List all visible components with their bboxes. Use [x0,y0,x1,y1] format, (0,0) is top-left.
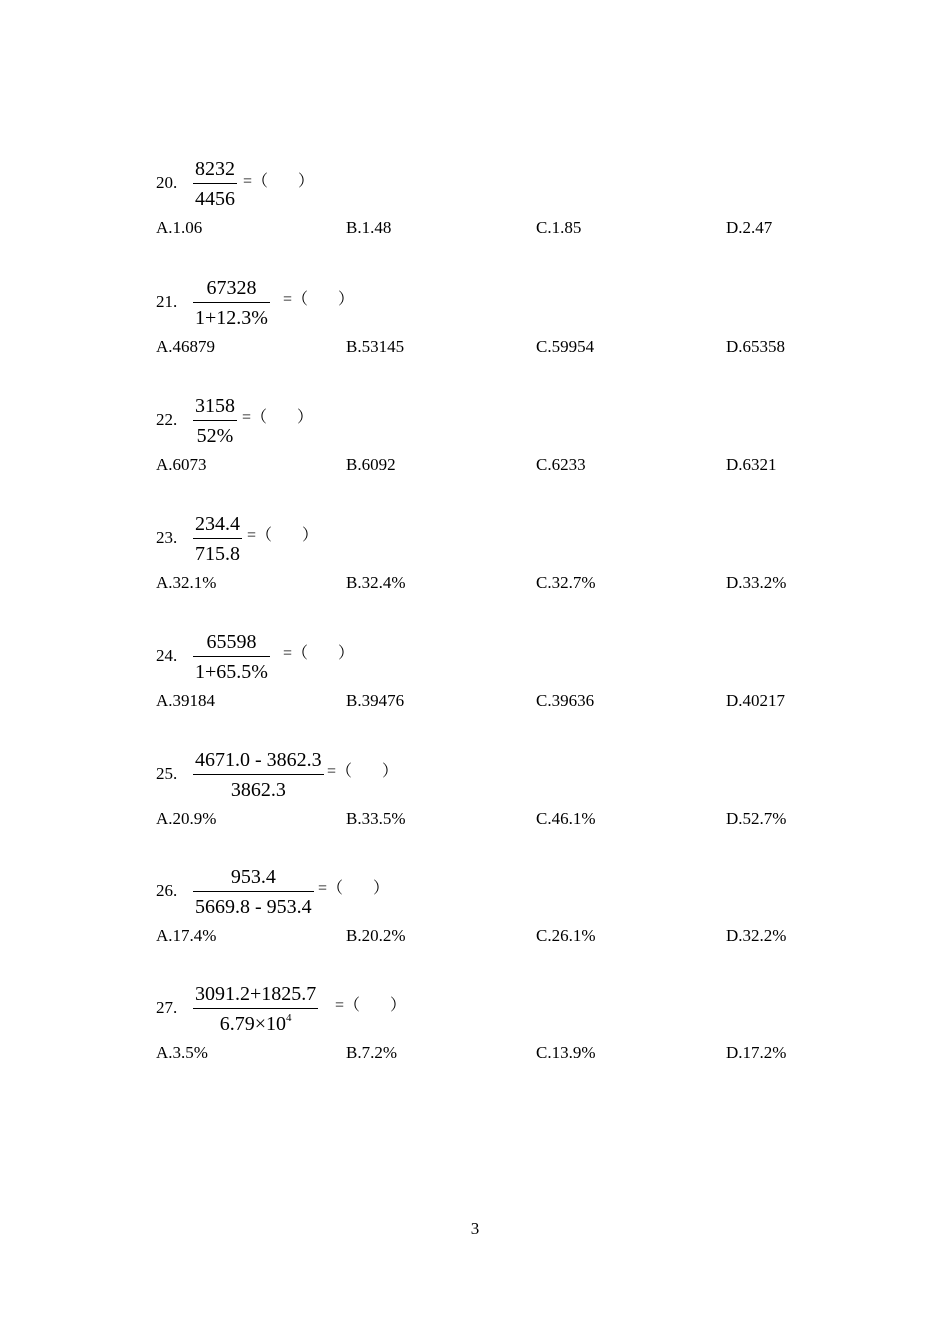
equals-blank: =（ ） [335,997,407,1014]
fraction-bar [193,420,237,421]
fraction [193,394,237,448]
option-d[interactable]: D.32.2% [726,926,787,945]
option-c[interactable]: C.39636 [536,691,595,710]
question-number: 22. [156,410,178,429]
fraction-bar [193,538,242,539]
option-b[interactable]: B.32.4% [346,573,406,592]
page-number: 3 [470,1219,480,1238]
option-c[interactable]: C.32.7% [536,573,596,592]
question-25 [156,748,856,848]
equals-blank: =（ ） [242,409,314,426]
equals-blank: =（ ） [247,527,319,544]
numerator: 953.4 [230,866,276,888]
answer-options [156,572,856,594]
fraction-bar [193,656,270,657]
option-a[interactable]: A.20.9% [156,809,217,828]
option-d[interactable]: D.2.47 [726,218,773,237]
fraction [193,865,314,919]
option-b[interactable]: B.20.2% [346,926,406,945]
fraction [193,630,270,684]
fraction [193,276,270,330]
denominator: 1+65.5% [195,661,268,683]
question-number: 20. [156,173,178,192]
denominator: 52% [196,425,234,447]
option-b[interactable]: B.39476 [346,691,405,710]
exponent: 4 [286,1012,292,1024]
option-c[interactable]: C.13.9% [536,1043,596,1062]
denominator: 1+12.3% [195,307,268,329]
option-c[interactable]: C.6233 [536,455,586,474]
question-number: 21. [156,292,178,311]
numerator: 8232 [195,158,235,180]
fraction [193,512,242,566]
denominator: 3862.3 [230,779,286,801]
option-a[interactable]: A.1.06 [156,218,203,237]
answer-options [156,217,856,239]
question-number: 27. [156,998,178,1017]
numerator: 3091.2+1825.7 [195,983,317,1005]
answer-options [156,454,856,476]
option-b[interactable]: B.6092 [346,455,396,474]
option-a[interactable]: A.17.4% [156,926,217,945]
fraction [193,157,237,211]
equals-blank: =（ ） [243,173,315,190]
question-22 [156,394,856,494]
numerator: 67328 [206,277,257,299]
option-c[interactable]: C.46.1% [536,809,596,828]
question-number: 25. [156,764,178,783]
option-c[interactable]: C.1.85 [536,218,582,237]
answer-options [156,690,856,712]
fraction-bar [193,302,270,303]
numerator: 65598 [206,631,257,653]
answer-options [156,925,856,947]
numerator: 234.4 [195,513,240,535]
option-b[interactable]: B.33.5% [346,809,406,828]
option-a[interactable]: A.32.1% [156,573,217,592]
question-number: 23. [156,528,178,547]
question-23 [156,512,856,612]
denominator: 5669.8 - 953.4 [195,896,312,918]
denominator: 4456 [195,188,235,210]
option-d[interactable]: D.65358 [726,337,786,356]
fraction [193,748,324,802]
option-a[interactable]: A.3.5% [156,1043,208,1062]
answer-options [156,336,856,358]
option-b[interactable]: B.1.48 [346,218,392,237]
question-26 [156,865,856,965]
option-b[interactable]: B.53145 [346,337,405,356]
question-27 [156,982,856,1082]
option-b[interactable]: B.7.2% [346,1043,397,1062]
denominator: 715.8 [195,543,240,565]
fraction-bar [193,183,237,184]
equals-blank: =（ ） [327,763,399,780]
answer-options [156,808,856,830]
option-a[interactable]: A.39184 [156,691,216,710]
equals-blank: =（ ） [318,880,390,897]
equals-blank: =（ ） [283,645,355,662]
question-20 [156,157,856,257]
option-d[interactable]: D.52.7% [726,809,787,828]
fraction-bar [193,891,314,892]
equals-blank: =（ ） [283,291,355,308]
question-number: 26. [156,881,178,900]
question-number: 24. [156,646,178,665]
option-a[interactable]: A.6073 [156,455,207,474]
option-d[interactable]: D.33.2% [726,573,787,592]
fraction-bar [193,1008,318,1009]
option-a[interactable]: A.46879 [156,337,216,356]
option-c[interactable]: C.26.1% [536,926,596,945]
question-21 [156,276,856,376]
option-d[interactable]: D.6321 [726,455,777,474]
denominator: $6.79\times 10^4$ [219,1012,292,1035]
numerator: 4671.0 - 3862.3 [195,749,322,771]
question-24 [156,630,856,730]
option-c[interactable]: C.59954 [536,337,595,356]
option-d[interactable]: D.40217 [726,691,786,710]
fraction [193,982,318,1036]
fraction-bar [193,774,324,775]
numerator: 3158 [195,395,235,417]
option-d[interactable]: D.17.2% [726,1043,787,1062]
answer-options [156,1042,856,1064]
